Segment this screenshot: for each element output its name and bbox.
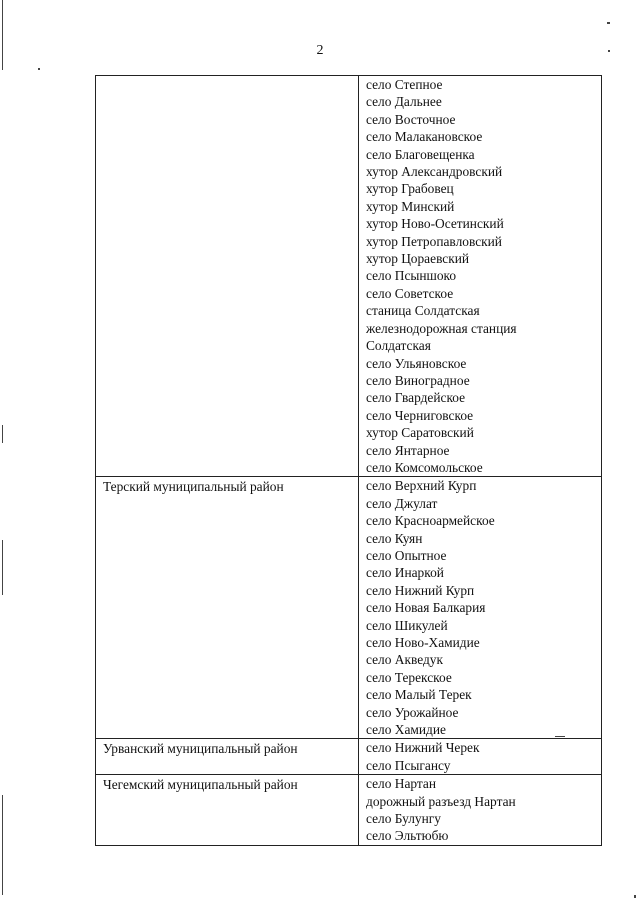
settlement-item: хутор Саратовский <box>366 425 474 441</box>
settlement-item: село Терекское <box>366 669 452 685</box>
scan-mark <box>607 22 610 24</box>
settlement-item: село Нижний Черек <box>366 740 480 756</box>
settlement-item: хутор Петропавловский <box>366 233 502 249</box>
settlement-item: дорожный разъезд Нартан <box>366 793 516 809</box>
scan-mark <box>634 895 636 898</box>
table-row <box>96 739 602 775</box>
scan-mark <box>2 0 3 70</box>
settlement-item: Солдатская <box>366 338 431 354</box>
district-name: Чегемский муниципальный район <box>103 777 298 793</box>
settlements-cell <box>359 739 602 775</box>
settlement-item: село Нижний Курп <box>366 582 475 598</box>
settlements-table <box>95 75 602 846</box>
settlement-item: хутор Минский <box>366 198 455 214</box>
scan-mark <box>2 540 3 595</box>
settlement-item: село Урожайное <box>366 704 459 720</box>
district-cell <box>96 739 359 775</box>
settlement-item: железнодорожная станция <box>366 320 517 336</box>
settlement-item: станица Солдатская <box>366 303 480 319</box>
settlements-cell <box>359 477 602 739</box>
district-cell <box>96 775 359 846</box>
table-row <box>96 775 602 846</box>
page-number: 2 <box>316 43 324 58</box>
table-row <box>96 477 602 739</box>
settlement-item: село Куян <box>366 530 423 546</box>
settlement-item: село Опытное <box>366 547 447 563</box>
settlement-item: хутор Ново-Осетинский <box>366 216 504 232</box>
table-body <box>96 76 602 846</box>
settlement-item: село Комсомольское <box>366 459 483 475</box>
scan-mark <box>2 795 3 895</box>
district-name: Терский муниципальный район <box>103 479 284 495</box>
settlement-item: село Дальнее <box>366 94 442 110</box>
settlement-item: село Ульяновское <box>366 355 467 371</box>
settlement-item: село Малый Терек <box>366 687 472 703</box>
settlement-item: село Эльтюбю <box>366 828 449 844</box>
settlement-item: село Янтарное <box>366 442 450 458</box>
settlement-item: село Верхний Курп <box>366 478 477 494</box>
settlement-item: село Хамидие <box>366 722 446 738</box>
settlements-cell <box>359 76 602 477</box>
settlement-item: село Булунгу <box>366 811 441 827</box>
settlements-cell <box>359 775 602 846</box>
settlement-item: село Черниговское <box>366 407 474 423</box>
settlement-item: село Псыгансу <box>366 757 451 773</box>
settlement-item: хутор Александровский <box>366 164 503 180</box>
settlement-item: село Псыншоко <box>366 268 457 284</box>
settlement-item: село Степное <box>366 77 443 92</box>
settlement-item: село Восточное <box>366 111 456 127</box>
settlement-item: село Акведук <box>366 652 443 668</box>
district-cell <box>96 76 359 477</box>
district-cell <box>96 477 359 739</box>
settlement-item: село Нартан <box>366 776 437 792</box>
settlement-item: село Советское <box>366 285 454 301</box>
settlement-item: село Ново-Хамидие <box>366 635 480 650</box>
settlement-item: село Новая Балкария <box>366 600 486 616</box>
settlement-item: хутор Цораевский <box>366 251 470 267</box>
scan-mark <box>608 50 610 52</box>
settlement-item: село Инаркой <box>366 565 444 581</box>
settlement-item: село Гвардейское <box>366 390 466 406</box>
table-row <box>96 76 602 477</box>
settlement-item: село Благовещенка <box>366 146 475 162</box>
settlement-item: село Виноградное <box>366 372 470 388</box>
settlement-item: село Джулат <box>366 495 438 511</box>
district-name: Урванский муниципальный район <box>103 741 298 757</box>
settlement-item: село Красноармейское <box>366 513 495 529</box>
settlement-item: село Шикулей <box>366 617 448 633</box>
scan-mark <box>555 736 565 737</box>
settlement-item: хутор Грабовец <box>366 181 454 197</box>
scan-mark <box>2 425 3 443</box>
scan-mark <box>38 68 40 70</box>
settlement-item: село Малакановское <box>366 129 483 145</box>
